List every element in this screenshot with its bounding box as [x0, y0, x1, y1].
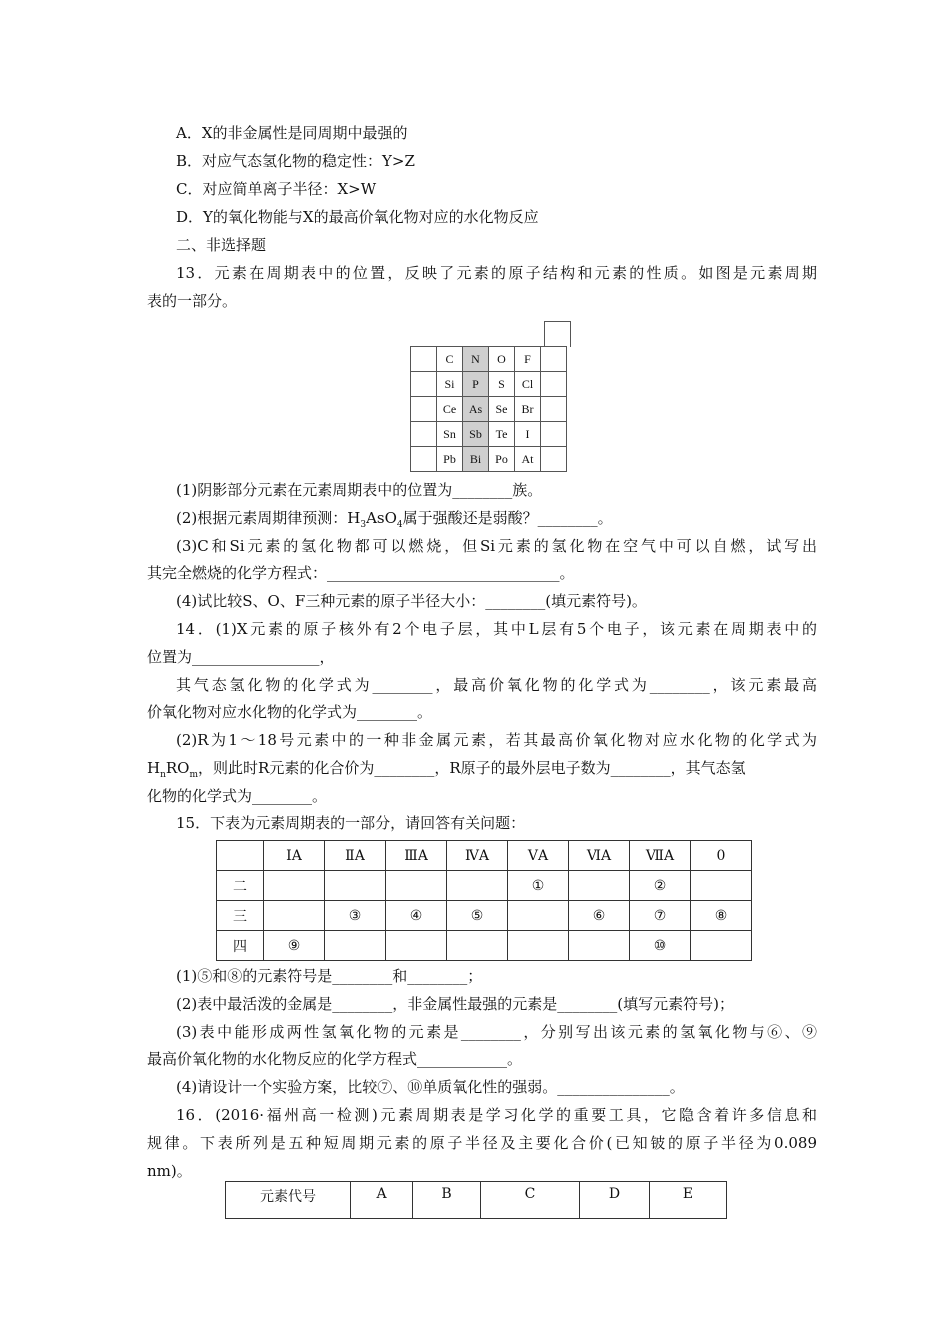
q14-line-6-sub-1: n — [160, 770, 166, 780]
element-header-row — [226, 1182, 727, 1219]
group-cell — [325, 871, 386, 901]
periodic-cell — [411, 422, 437, 447]
periodic-cell: I — [515, 422, 541, 447]
q14-line-6-sub-2: m — [189, 770, 199, 780]
group-cell: ④ — [386, 901, 447, 931]
periodic-row — [411, 372, 567, 397]
periodic-cell — [541, 447, 567, 472]
group-cell: 0 — [691, 841, 752, 871]
element-table — [225, 1181, 727, 1219]
q15-part-1: (1)⑤和⑧的元素符号是________和________； — [176, 967, 483, 985]
group-cell — [447, 871, 508, 901]
element-header-cell: E — [650, 1182, 727, 1219]
group-cell: ① — [508, 871, 569, 901]
periodic-row — [411, 397, 567, 422]
group-cell — [264, 871, 325, 901]
q13-part-2-text-a: (2)根据元素周期律预测：H — [176, 509, 361, 527]
group-cell — [569, 871, 630, 901]
group-cell: ⅥA — [569, 841, 630, 871]
periodic-cell: Bi — [463, 447, 489, 472]
group-cell: ⅤA — [508, 841, 569, 871]
q13-part-2-text-b: AsO — [366, 509, 397, 527]
group-cell — [325, 931, 386, 961]
q15-part-2: (2)表中最活泼的金属是________，非金属性最强的元素是________(填写元素符号)； — [176, 995, 734, 1013]
group-cell: ⅦA — [630, 841, 691, 871]
q14-line-6-text-c: ，则此时R元素的化合价为________，R原子的最外层电子数为________，其气态氢 — [198, 759, 746, 777]
periodic-cell — [411, 372, 437, 397]
group-cell — [508, 931, 569, 961]
periodic-cell: Se — [489, 397, 515, 422]
group-cell: ⅣA — [447, 841, 508, 871]
periodic-cell — [411, 347, 437, 372]
q15-part-3-line-1: (3)表中能形成两性氢氧化物的元素是________，分别写出该元素的氢氧化物与⑥、⑨ — [176, 1023, 817, 1041]
periodic-cell: As — [463, 397, 489, 422]
group-cell: 二 — [217, 871, 264, 901]
periodic-cell: Sb — [463, 422, 489, 447]
periodic-table-top-cell — [544, 321, 571, 347]
periodic-cell — [541, 397, 567, 422]
periodic-cell: Pb — [437, 447, 463, 472]
group-cell — [691, 871, 752, 901]
element-header-cell: D — [580, 1182, 650, 1219]
q14-line-4: 价氧化物对应水化物的化学式为________。 — [147, 703, 433, 721]
q14-line-2: 位置为_________________， — [147, 648, 335, 666]
q13-part-2-text-c: 属于强酸还是弱酸？________。 — [402, 509, 613, 527]
group-cell: ⅢA — [386, 841, 447, 871]
section-title: 二、非选择题 — [176, 236, 267, 254]
q13-part-3-line-2: 其完全燃烧的化学方程式：_______________________________。 — [147, 564, 575, 582]
periodic-cell — [411, 447, 437, 472]
group-cell — [691, 931, 752, 961]
q13-intro-line-1: 13．元素在周期表中的位置，反映了元素的原子结构和元素的性质。如图是元素周期 — [176, 264, 817, 282]
periodic-cell: O — [489, 347, 515, 372]
q15-part-4: (4)请设计一个实验方案，比较⑦、⑩单质氧化性的强弱。_______________。 — [176, 1078, 685, 1096]
group-cell: ② — [630, 871, 691, 901]
periodic-cell: Ce — [437, 397, 463, 422]
periodic-cell — [541, 347, 567, 372]
periodic-cell: Si — [437, 372, 463, 397]
element-header-cell: C — [481, 1182, 580, 1219]
periodic-cell — [541, 422, 567, 447]
periodic-cell: P — [463, 372, 489, 397]
group-cell — [264, 901, 325, 931]
periodic-cell: At — [515, 447, 541, 472]
group-cell — [447, 931, 508, 961]
group-cell: ③ — [325, 901, 386, 931]
option-a: A．X的非金属性是同周期中最强的 — [176, 124, 408, 142]
group-table — [216, 840, 752, 961]
group-cell: ⑥ — [569, 901, 630, 931]
group-cell: 四 — [217, 931, 264, 961]
periodic-cell: Cl — [515, 372, 541, 397]
q13-part-2-sub-2: 4 — [396, 520, 403, 530]
q14-line-5: (2)R为1～18号元素中的一种非金属元素，若其最高价氧化物对应水化物的化学式为 — [176, 731, 817, 749]
periodic-row — [411, 422, 567, 447]
q14-line-6-text-a: H — [147, 759, 161, 777]
periodic-table-fragment — [410, 346, 567, 472]
group-cell: ⑧ — [691, 901, 752, 931]
group-cell — [217, 841, 264, 871]
periodic-cell — [411, 397, 437, 422]
q13-part-1: (1)阴影部分元素在元素周期表中的位置为________族。 — [176, 481, 543, 499]
periodic-cell: Br — [515, 397, 541, 422]
group-cell — [508, 901, 569, 931]
element-header-cell: 元素代号 — [226, 1182, 351, 1219]
element-header-cell: A — [351, 1182, 413, 1219]
q14-line-6 — [147, 758, 817, 778]
group-cell: ⑨ — [264, 931, 325, 961]
group-cell: ⑤ — [447, 901, 508, 931]
periodic-cell: F — [515, 347, 541, 372]
group-cell — [386, 931, 447, 961]
q16-line-1: 16．(2016·福州高一检测)元素周期表是学习化学的重要工具，它隐含着许多信息和 — [176, 1106, 817, 1124]
q14-line-7: 化物的化学式为________。 — [147, 787, 328, 805]
periodic-cell: C — [437, 347, 463, 372]
periodic-row — [411, 347, 567, 372]
group-row — [217, 871, 752, 901]
group-cell: ⅡA — [325, 841, 386, 871]
q15-intro: 15．下表为元素周期表的一部分，请回答有关问题： — [176, 814, 526, 832]
periodic-cell: Te — [489, 422, 515, 447]
q13-intro-line-2: 表的一部分。 — [147, 292, 238, 310]
group-header-row — [217, 841, 752, 871]
periodic-cell — [541, 372, 567, 397]
q13-part-2 — [176, 508, 613, 528]
option-b: B．对应气态氢化物的稳定性：Y>Z — [176, 152, 415, 170]
group-row — [217, 901, 752, 931]
group-cell: ⑦ — [630, 901, 691, 931]
q13-part-4: (4)试比较S、O、F三种元素的原子半径大小：________(填元素符号)。 — [176, 592, 647, 610]
group-cell: 三 — [217, 901, 264, 931]
periodic-cell: S — [489, 372, 515, 397]
element-header-cell: B — [413, 1182, 481, 1219]
q14-line-3: 其气态氢化物的化学式为________，最高价氧化物的化学式为________，该元素最高 — [176, 676, 817, 694]
group-cell — [569, 931, 630, 961]
group-cell: ⅠA — [264, 841, 325, 871]
q14-line-1: 14．(1)X元素的原子核外有2个电子层，其中L层有5个电子，该元素在周期表中的 — [176, 620, 817, 638]
q16-line-3: nm)。 — [147, 1162, 192, 1180]
periodic-cell: N — [463, 347, 489, 372]
option-d: D．Y的氧化物能与X的最高价氧化物对应的水化物反应 — [176, 208, 539, 226]
group-cell — [386, 871, 447, 901]
q15-part-3-line-2: 最高价氧化物的水化物反应的化学方程式____________。 — [147, 1050, 523, 1068]
q14-line-6-text-b: RO — [165, 759, 190, 777]
q13-part-2-sub-1: 3 — [360, 520, 367, 530]
periodic-row — [411, 447, 567, 472]
group-cell: ⑩ — [630, 931, 691, 961]
periodic-cell: Po — [489, 447, 515, 472]
option-c: C．对应简单离子半径：X>W — [176, 180, 377, 198]
q13-part-3-line-1: (3)C和Si元素的氢化物都可以燃烧，但Si元素的氢化物在空气中可以自燃，试写出 — [176, 537, 817, 555]
periodic-cell: Sn — [437, 422, 463, 447]
q16-line-2: 规律。下表所列是五种短周期元素的原子半径及主要化合价(已知铍的原子半径为0.089 — [147, 1134, 817, 1152]
group-row — [217, 931, 752, 961]
